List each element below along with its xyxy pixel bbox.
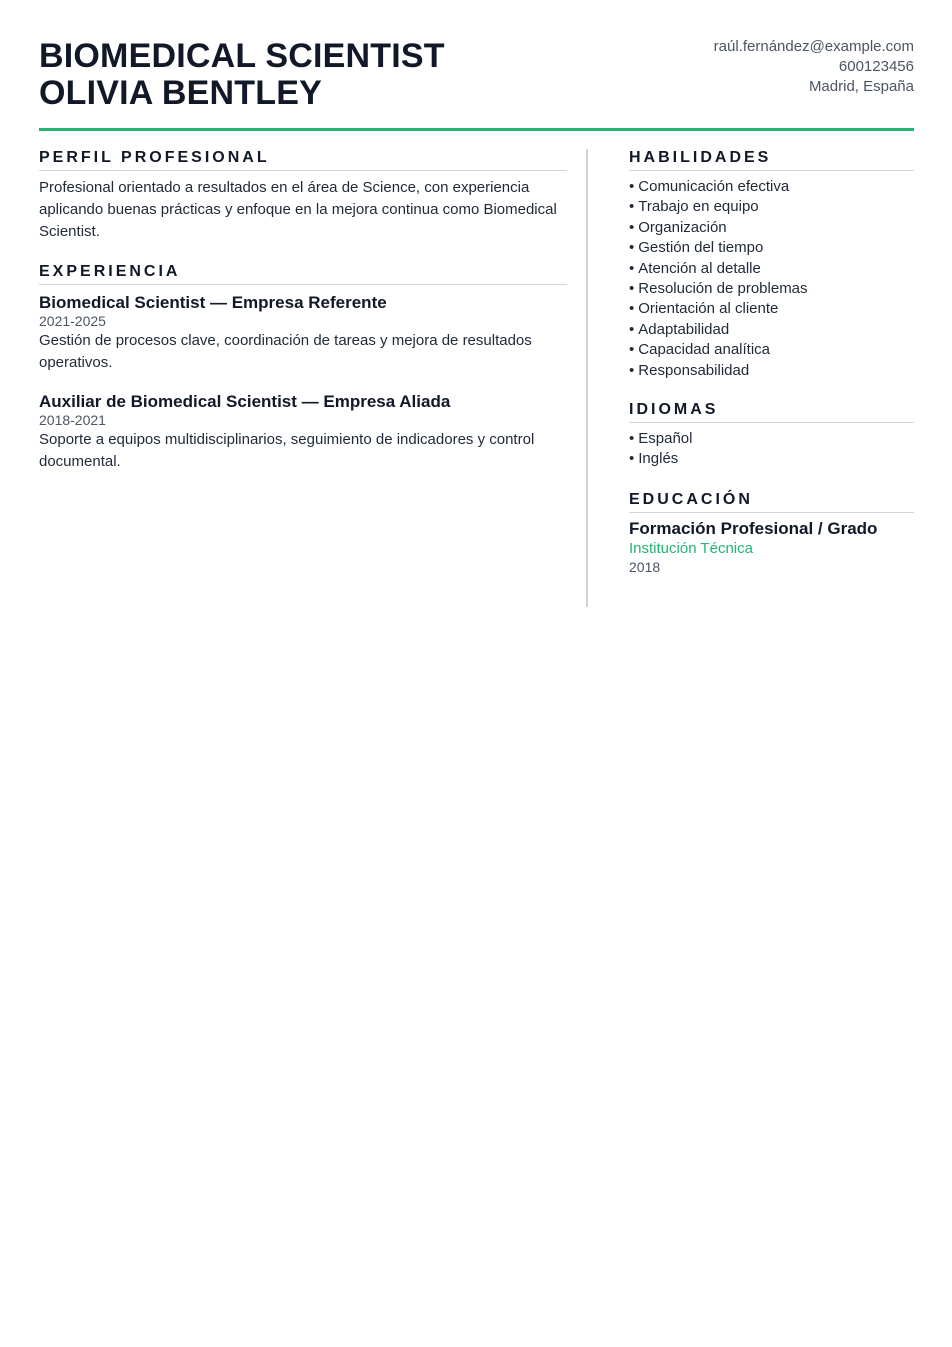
bullet-icon: •: [629, 280, 635, 298]
skill-item: [629, 177, 914, 197]
skill-item: [629, 340, 914, 360]
experience-dates: 2018-2021: [39, 412, 106, 428]
bullet-icon: •: [629, 320, 635, 338]
experience-entry: [39, 392, 567, 473]
skills-section-title: HABILIDADES: [629, 148, 914, 171]
skill-label: Organización: [638, 218, 727, 236]
education-year: 2018: [629, 559, 661, 575]
experience-dates: 2021-2025: [39, 313, 106, 329]
language-item: [629, 429, 914, 449]
bullet-icon: •: [629, 198, 635, 216]
bullet-icon: •: [629, 361, 635, 379]
skill-item: [629, 259, 914, 279]
skill-label: Resolución de problemas: [638, 280, 808, 298]
languages-list: [629, 429, 914, 470]
languages-section-title: IDIOMAS: [629, 400, 914, 423]
skill-item: [629, 361, 914, 381]
skill-label: Orientación al cliente: [638, 300, 779, 318]
contact-phone: 600123456: [838, 58, 914, 75]
education-degree: Formación Profesional / Grado: [629, 519, 878, 538]
language-label: Inglés: [638, 450, 679, 468]
languages-section: [629, 400, 914, 470]
bullet-icon: •: [629, 218, 635, 236]
column-divider: [586, 149, 588, 607]
skill-item: [629, 279, 914, 299]
skill-label: Comunicación efectiva: [638, 178, 790, 195]
job-title-heading: BIOMEDICAL SCIENTIST: [39, 37, 445, 75]
experience-description: Soporte a equipos multidisciplinarios, seguimiento de indicadores y control documental.: [39, 431, 535, 470]
skill-label: Capacidad analítica: [638, 341, 771, 359]
contact-email: raúl.fernández@example.com: [713, 38, 914, 55]
experience-description: Gestión de procesos clave, coordinación de tareas y mejora de resultados operativos.: [39, 332, 532, 371]
bullet-icon: •: [629, 239, 635, 257]
skills-list: [629, 177, 914, 381]
bullet-icon: •: [629, 430, 635, 447]
skill-label: Atención al detalle: [638, 259, 761, 277]
experience-entry: [39, 293, 567, 374]
bullet-icon: •: [629, 178, 635, 195]
profile-text: Profesional orientado a resultados en el área de Science, con experiencia aplicando buenas prácticas y enfoque en la mejora continua como Biomedical Scientist.: [39, 179, 557, 240]
skill-label: Gestión del tiempo: [638, 239, 764, 257]
bullet-icon: •: [629, 300, 635, 318]
skill-item: [629, 218, 914, 238]
language-item: [629, 449, 914, 469]
resume-body: [39, 131, 914, 611]
skill-item: [629, 299, 914, 319]
skill-label: Responsabilidad: [638, 361, 750, 379]
skill-item: [629, 238, 914, 258]
skill-item: [629, 320, 914, 340]
bullet-icon: •: [629, 341, 635, 359]
bullet-icon: •: [629, 450, 635, 468]
skill-item: [629, 197, 914, 217]
language-label: Español: [638, 430, 693, 447]
candidate-name: OLIVIA BENTLEY: [39, 74, 323, 112]
education-section-title: EDUCACIÓN: [629, 490, 914, 513]
education-section: [629, 490, 914, 577]
profile-section: [39, 148, 567, 243]
experience-section: [39, 262, 567, 473]
profile-section-title: PERFIL PROFESIONAL: [39, 148, 567, 171]
contact-location: Madrid, España: [808, 78, 914, 95]
experience-section-title: EXPERIENCIA: [39, 262, 567, 285]
contact-info: [714, 37, 914, 97]
resume-header: [39, 0, 914, 131]
experience-job-title: Biomedical Scientist — Empresa Referente: [39, 293, 387, 312]
experience-job-title: Auxiliar de Biomedical Scientist — Empresa Aliada: [39, 392, 451, 411]
skills-section: [629, 148, 914, 381]
bullet-icon: •: [629, 259, 635, 277]
education-institution: Institución Técnica: [629, 540, 753, 557]
skill-label: Trabajo en equipo: [638, 198, 759, 216]
skill-label: Adaptabilidad: [638, 320, 730, 338]
